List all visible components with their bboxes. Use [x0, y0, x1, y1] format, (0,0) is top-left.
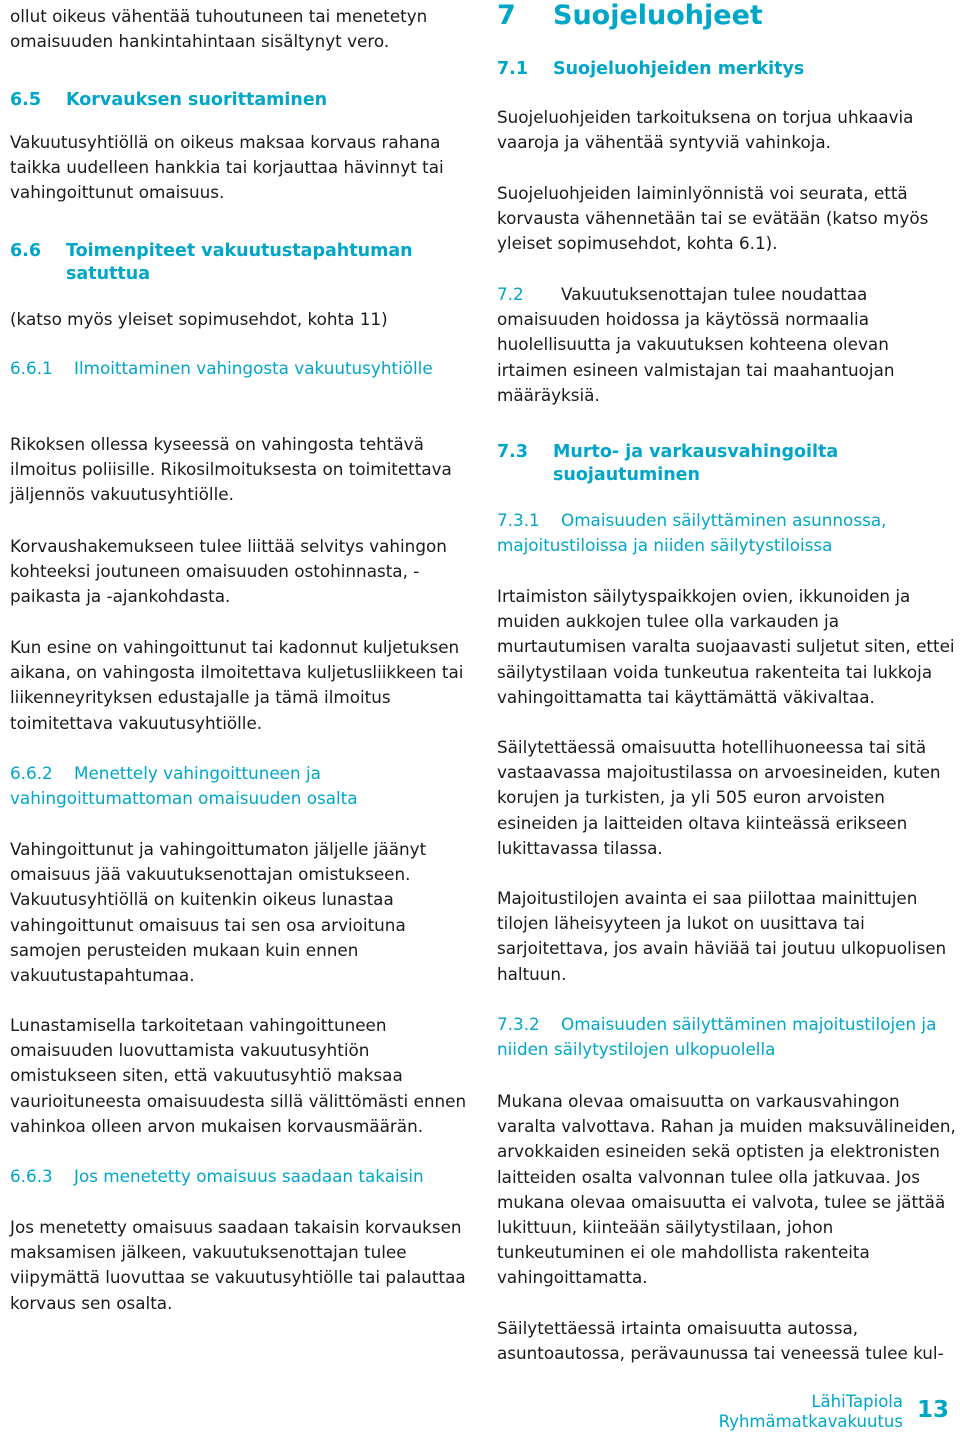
section-title: Toimenpiteet vakuutustapahtuman satuttua [66, 241, 413, 284]
heading-6-5 [10, 89, 472, 112]
section-number: 6.6.2 [10, 763, 53, 783]
section-number: 6.6 [10, 241, 42, 261]
paragraph-7-3-2-b: Säilytettäessä irtainta omaisuutta autossa, asuntoautossa, perävaunussa tai veneessä tulee kul- [497, 1318, 944, 1364]
paragraph-6-6-1-a: Rikoksen ollessa kyseessä on vahingosta tehtävä ilmoitus poliisille. Rikosilmoituksesta on toimitettava jäljennös vakuutusyhtiölle. [10, 434, 452, 505]
heading-7 [497, 0, 957, 32]
section-title: Korvauksen suorittaminen [66, 90, 328, 110]
brand-name: LähiTapiola [811, 1392, 903, 1411]
paragraph-7-3-2-a: Mukana olevaa omaisuutta on varkausvahingon varalta valvottava. Rahan ja muiden maksuvälineiden, arvokkaiden esineiden sekä optisten ja elektronisten laitteiden osalta valvonnan tulee olla jatkuvaa. Jos mukana olevaa omaisuutta ei valvota, tulee se jättää lukittuun, kiinteään säilytystilaan, johon tunkeutuminen ei ole mahdollista rakenteita vahingoittamatta. [497, 1091, 956, 1288]
paragraph-7-3-1-a: Irtaimiston säilytyspaikkojen ovien, ikkunoiden ja muiden aukkojen tulee olla varkauden ja murtautumisen varalta suojaavasti suljetut siten, ettei säilytystilaan voida tunkeutua rakenteita tai lukkoja vahingoittamatta tai käyttämättä väkivaltaa. [497, 586, 955, 707]
section-number: 7.3 [497, 442, 529, 462]
section-number: 6.6.1 [10, 358, 53, 378]
paragraph-6-6-1-b: Korvaushakemukseen tulee liittää selvitys vahingon kohteeksi joutuneen omaisuuden ostohinnasta, -paikasta ja -ajankohdasta. [10, 536, 447, 607]
section-title: Suojeluohjeiden merkitys [553, 59, 805, 79]
section-title: Murto- ja varkausvahingoilta suojautuminen [553, 442, 839, 485]
heading-6-6 [10, 240, 472, 286]
section-title: Menettely vahingoittuneen ja vahingoittumattoman omaisuuden osalta [10, 763, 358, 808]
section-number: 7.1 [497, 59, 529, 79]
paragraph-6-6-1-c: Kun esine on vahingoittunut tai kadonnut kuljetuksen aikana, on vahingosta ilmoitettava kuljetusliikkeen tai liikenneyrityksen edustajalle ja tämä ilmoitus toimitettava vakuutusyhtiölle. [10, 637, 464, 733]
section-number: 6.6.3 [10, 1166, 53, 1186]
paragraph-7-3-1-b: Säilytettäessä omaisuutta hotellihuoneessa tai sitä vastaavassa majoitustilassa on arvoesineiden, kuten korujen ja turkisten, ja yli 505 euron arvoisten esineiden ja laitteiden oltava kiinteässä erikseen lukittavassa tilassa. [497, 737, 941, 858]
paragraph-6-6-2-b: Lunastamisella tarkoitetaan vahingoittuneen omaisuuden luovuttamista vakuutusyhtiön omistukseen siten, että vakuutusyhtiö maksaa vaurioituneesta omaisuudesta sillä välittömästi ennen vahinkoa olleen arvon mukaisen korvausmäärän. [10, 1015, 467, 1136]
paragraph-6-6-3: Jos menetetty omaisuus saadaan takaisin korvauksen maksamisen jälkeen, vakuutuksenottajan tulee viipymättä luovuttaa se vakuutusyhtiölle tai palauttaa korvaus sen osalta. [10, 1217, 466, 1313]
paragraph-6-6: (katso myös yleiset sopimusehdot, kohta 11) [10, 309, 388, 329]
section-number: 7.3.1 [497, 510, 540, 530]
section-number: 7.3.2 [497, 1014, 540, 1034]
section-number: 7 [497, 0, 516, 31]
section-title: Jos menetetty omaisuus saadaan takaisin [74, 1166, 424, 1186]
heading-6-6-2 [10, 761, 472, 811]
heading-7-3-2 [497, 1012, 957, 1062]
paragraph-7-2 [497, 282, 957, 408]
section-number: 7.2 [497, 284, 524, 304]
heading-6-6-3 [10, 1164, 472, 1189]
heading-7-3 [497, 441, 957, 487]
footer-brand [711, 1392, 903, 1432]
paragraph-7-1-a: Suojeluohjeiden tarkoituksena on torjua uhkaavia vaaroja ja vähentää syntyviä vahinkoja. [497, 107, 914, 153]
heading-6-6-1 [10, 356, 472, 381]
intro-paragraph: ollut oikeus vähentää tuhoutuneen tai menetetyn omaisuuden hankintahintaan sisältynyt vero. [10, 6, 428, 52]
section-number: 6.5 [10, 90, 42, 110]
section-title: Suojeluohjeet [553, 0, 763, 31]
paragraph-6-5: Vakuutusyhtiöllä on oikeus maksaa korvaus rahana taikka uudelleen hankkia tai korjauttaa hävinnyt tai vahingoittunut omaisuus. [10, 132, 444, 203]
brand-product: Ryhmämatkavakuutus [718, 1412, 903, 1431]
section-title: Ilmoittaminen vahingosta vakuutusyhtiölle [74, 358, 433, 378]
paragraph-7-1-b: Suojeluohjeiden laiminlyönnistä voi seurata, että korvausta vähennetään tai se evätään (katso myös yleiset sopimusehdot, kohta 6.1). [497, 183, 929, 254]
paragraph-7-3-1-c: Majoitustilojen avainta ei saa piilottaa mainittujen tilojen läheisyyteen ja lukot on uusittava tai sarjoitettava, jos avain häviää tai joutuu ulkopuolisen haltuun. [497, 888, 947, 984]
paragraph-6-6-2-a: Vahingoittunut ja vahingoittumaton jäljelle jäänyt omaisuus jää vakuutuksenottajan omistukseen. Vakuutusyhtiöllä on kuitenkin oikeus lunastaa vahingoittunut omaisuus tai sen osa arvioituna samojen perusteiden mukaan kuin ennen vakuutustapahtumaa. [10, 839, 427, 986]
heading-7-3-1 [497, 508, 957, 558]
section-title: Omaisuuden säilyttäminen majoitustilojen ja niiden säilytystilojen ulkopuolella [497, 1014, 937, 1059]
heading-7-1 [497, 58, 957, 81]
section-title: Omaisuuden säilyttäminen asunnossa, majoitustiloissa ja niiden säilytystiloissa [497, 510, 887, 555]
section-text: Vakuutuksenottajan tulee noudattaa omaisuuden hoidossa ja käytössä normaalia huolellisuutta ja vakuutuksen kohteena olevan irtaimen esineen valmistajan tai maahantuojan määräyksiä. [497, 284, 895, 405]
page-number: 13 [917, 1397, 950, 1423]
